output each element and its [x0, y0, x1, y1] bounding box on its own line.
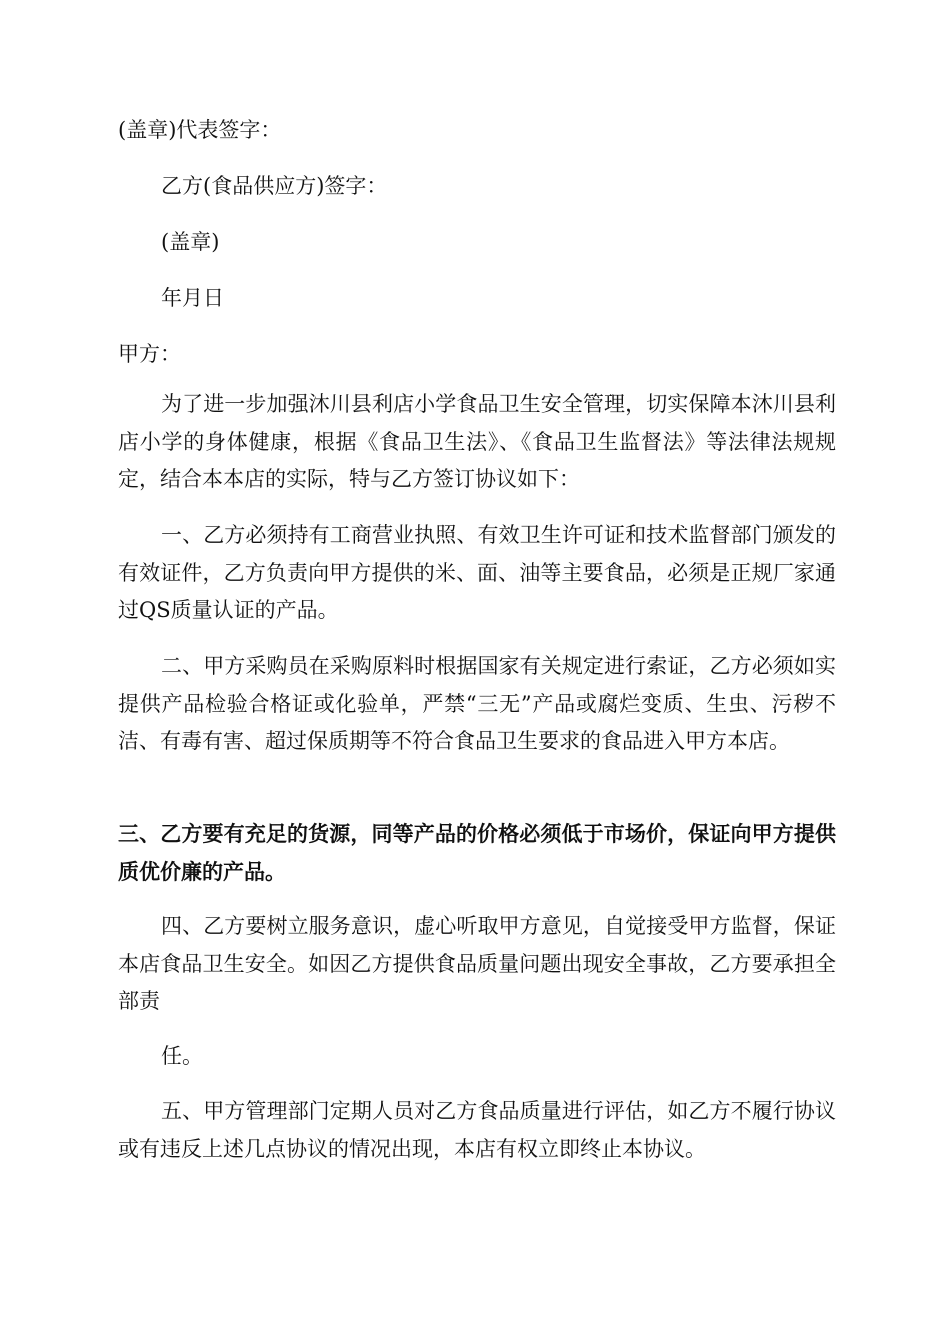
party-a-line: 甲方： [118, 342, 181, 366]
clause-5-paragraph: 五、甲方管理部门定期人员对乙方食品质量进行评估，如乙方不履行协议或有违反上述几点协议的情况出现，本店有权立即终止本协议。 [118, 1099, 836, 1161]
clause-3-paragraph: 三、乙方要有充足的货源，同等产品的价格必须低于市场价，保证向甲方提供质优价廉的产品。 [118, 821, 836, 884]
party-b-signature-line: 乙方(食品供应方)签字： [161, 174, 388, 198]
intro-paragraph: 为了进一步加强沐川县利店小学食品卫生安全管理，切实保障本沐川县利店小学的身体健康，根据《食品卫生法》、《食品卫生监督法》等法律法规规定，结合本本店的实际，特与乙方签订协议如下： [118, 392, 836, 491]
clause-4-continuation: 任。 [161, 1044, 203, 1068]
seal-representative-signature-line: (盖章)代表签字： [118, 118, 282, 142]
date-line: 年月日 [161, 286, 224, 310]
clause-1-paragraph: 一、乙方必须持有工商营业执照、有效卫生许可证和技术监督部门颁发的有效证件，乙方负责向甲方提供的米、面、油等主要食品，必须是正规厂家通过QS质量认证的产品。 [118, 523, 836, 622]
seal-line: (盖章) [161, 230, 220, 254]
clause-2-paragraph: 二、甲方采购员在采购原料时根据国家有关规定进行索证，乙方必须如实提供产品检验合格证或化验单，严禁“三无”产品或腐烂变质、生虫、污秽不洁、有毒有害、超过保质期等不符合食品卫生要求的食品进入甲方本店。 [118, 654, 836, 753]
clause-4-paragraph: 四、乙方要树立服务意识，虚心听取甲方意见，自觉接受甲方监督，保证本店食品卫生安全。如因乙方提供食品质量问题出现安全事故，乙方要承担全部责 [118, 914, 836, 1013]
